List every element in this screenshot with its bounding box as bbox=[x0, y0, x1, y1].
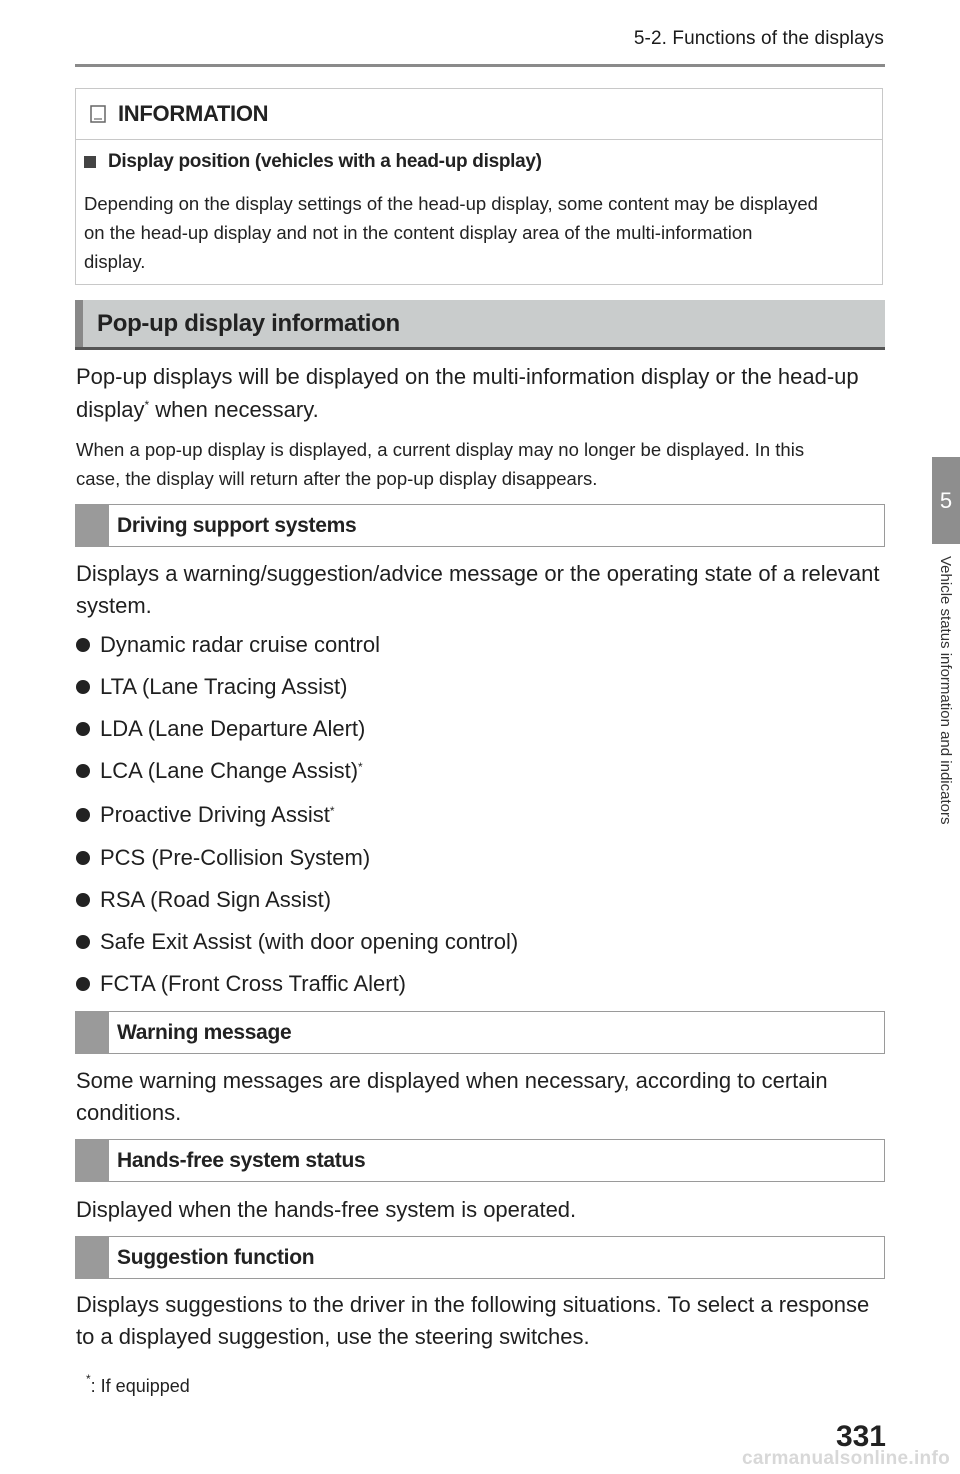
driving-paragraph bbox=[76, 558, 886, 622]
subsection-accent bbox=[75, 1011, 109, 1054]
subsection-title: Hands-free system status bbox=[117, 1148, 366, 1172]
section-title: Pop-up display information bbox=[97, 309, 400, 337]
subsection-title: Suggestion function bbox=[117, 1245, 315, 1269]
section-header: 5-2. Functions of the displays bbox=[633, 28, 884, 49]
paragraph-line: Displayed when the hands-free system is operated. bbox=[76, 1197, 577, 1222]
subsection-title: Warning message bbox=[117, 1020, 292, 1044]
intro-paragraph bbox=[76, 360, 886, 426]
footnote-text: : If equipped bbox=[90, 1376, 190, 1396]
list-item bbox=[76, 802, 335, 828]
list-item-text: LCA (Lane Change Assist) bbox=[100, 758, 359, 783]
list-item bbox=[76, 887, 331, 913]
page-number: 331 bbox=[835, 1420, 886, 1453]
bullet-dot-icon bbox=[76, 764, 90, 778]
footnote bbox=[86, 1372, 190, 1397]
subsection-hands-free bbox=[75, 1139, 885, 1182]
bullet-dot-icon bbox=[76, 893, 90, 907]
intro-line: Pop-up displays will be displayed on the multi-information display or the head-up bbox=[76, 364, 859, 389]
paragraph-line: system. bbox=[76, 593, 152, 618]
subsection-accent bbox=[75, 1139, 109, 1182]
bullet-dot-icon bbox=[76, 680, 90, 694]
list-item-text: PCS (Pre-Collision System) bbox=[100, 845, 371, 870]
footnote-marker: * bbox=[144, 398, 150, 412]
paragraph-line: Some warning messages are displayed when necessary, according to certain bbox=[76, 1068, 828, 1093]
list-item bbox=[76, 845, 370, 871]
information-text bbox=[84, 189, 874, 276]
list-item-text: FCTA (Front Cross Traffic Alert) bbox=[100, 971, 407, 996]
information-subheading-text: Display position (vehicles with a head-up display) bbox=[108, 151, 542, 172]
subsection-driving-support bbox=[75, 504, 885, 547]
list-item-text: Safe Exit Assist (with door opening control) bbox=[100, 929, 519, 954]
note-line: When a pop-up display is displayed, a current display may no longer be displayed. In this bbox=[76, 439, 805, 460]
bullet-dot-icon bbox=[76, 722, 90, 736]
list-item-text: LTA (Lane Tracing Assist) bbox=[100, 674, 348, 699]
intro-line bbox=[76, 393, 886, 426]
bullet-dot-icon bbox=[76, 851, 90, 865]
bullet-dot-icon bbox=[76, 638, 90, 652]
subsection-accent bbox=[75, 1236, 109, 1279]
watermark: carmanualsonline.info bbox=[742, 1448, 950, 1469]
list-item bbox=[76, 758, 363, 784]
square-bullet-icon bbox=[84, 156, 96, 168]
information-line: on the head-up display and not in the content display area of the multi-information bbox=[84, 222, 753, 243]
paragraph-line: conditions. bbox=[76, 1100, 182, 1125]
intro-note bbox=[76, 435, 886, 493]
subsection-suggestion bbox=[75, 1236, 885, 1279]
paragraph-line: Displays suggestions to the driver in the following situations. To select a response bbox=[76, 1292, 870, 1317]
list-item-text: LDA (Lane Departure Alert) bbox=[100, 716, 366, 741]
information-box bbox=[75, 88, 883, 285]
chapter-tab: 5 bbox=[932, 457, 960, 544]
list-item bbox=[76, 971, 406, 997]
section-title-bar bbox=[75, 300, 885, 350]
section-accent bbox=[75, 300, 83, 347]
list-item-text: Proactive Driving Assist bbox=[100, 802, 330, 827]
list-item bbox=[76, 716, 365, 742]
list-item bbox=[76, 632, 380, 658]
footnote-marker: * bbox=[358, 760, 363, 774]
note-line: case, the display will return after the pop-up display disappears. bbox=[76, 468, 598, 489]
list-item-text: Dynamic radar cruise control bbox=[100, 632, 380, 657]
intro-text: display bbox=[76, 397, 145, 422]
warning-paragraph bbox=[76, 1065, 886, 1129]
information-header bbox=[76, 89, 882, 140]
footnote-marker: * bbox=[329, 804, 335, 818]
intro-text: when necessary. bbox=[149, 397, 319, 422]
subsection-warning-message bbox=[75, 1011, 885, 1054]
list-item-text: RSA (Road Sign Assist) bbox=[100, 887, 332, 912]
suggestion-paragraph bbox=[76, 1289, 886, 1353]
handsfree-paragraph bbox=[76, 1193, 886, 1226]
list-item bbox=[76, 674, 347, 700]
subsection-accent bbox=[75, 504, 109, 547]
subsection-title: Driving support systems bbox=[117, 513, 357, 537]
bullet-dot-icon bbox=[76, 808, 90, 822]
information-title: INFORMATION bbox=[118, 101, 269, 126]
header-rule bbox=[75, 64, 885, 67]
information-line: Depending on the display settings of the head-up display, some content may be displayed bbox=[84, 193, 818, 214]
note-icon bbox=[90, 105, 106, 123]
list-item bbox=[76, 929, 518, 955]
paragraph-line: to a displayed suggestion, use the steering switches. bbox=[76, 1324, 590, 1349]
bullet-dot-icon bbox=[76, 935, 90, 949]
information-subheading bbox=[84, 151, 542, 173]
chapter-label: Vehicle status information and indicators bbox=[937, 556, 954, 825]
footnote-marker: * bbox=[86, 1372, 91, 1386]
information-line: display. bbox=[84, 251, 146, 272]
bullet-dot-icon bbox=[76, 977, 90, 991]
paragraph-line: Displays a warning/suggestion/advice message or the operating state of a relevant bbox=[76, 561, 880, 586]
